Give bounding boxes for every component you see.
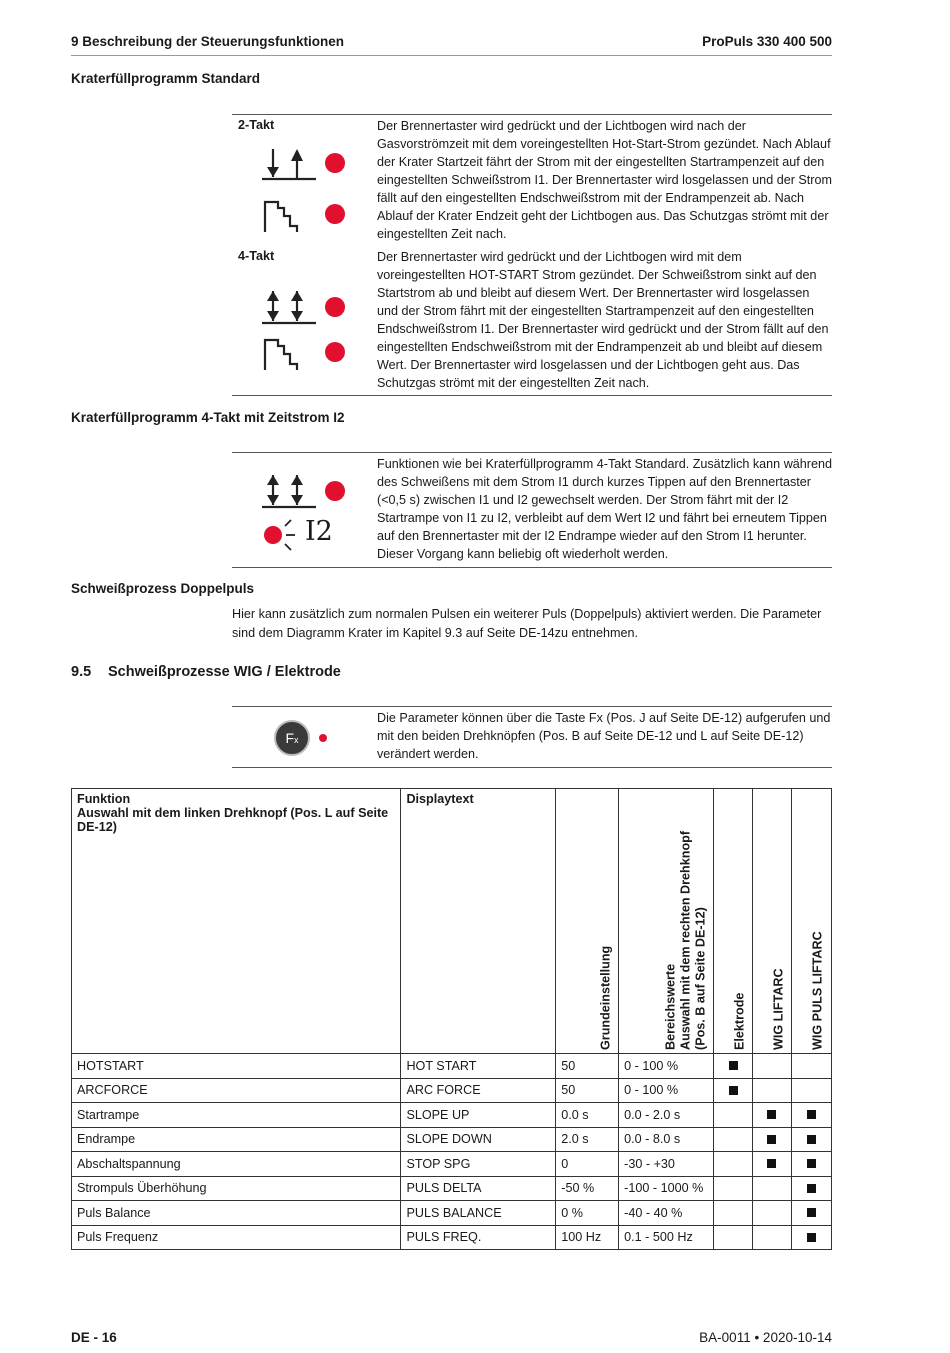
fx-label: F <box>285 730 295 746</box>
header-wig-puls-liftarc-label: WIG PULS LIFTARC <box>811 931 825 1050</box>
header-funktion <box>72 789 401 1054</box>
doc-id-date: BA-0011 • 2020-10-14 <box>699 1330 832 1345</box>
page-number: DE - 16 <box>71 1330 117 1345</box>
cell-funktion: Strompuls Überhöhung <box>72 1176 401 1201</box>
cell-bereichswerte: 0 - 100 % <box>619 1078 714 1103</box>
cell-wig-puls-liftarc <box>791 1103 831 1128</box>
cell-elektrode <box>714 1176 753 1201</box>
section-rule-top <box>232 706 832 707</box>
checkmark-square-icon <box>729 1061 738 1070</box>
cell-displaytext: STOP SPG <box>401 1152 556 1177</box>
table-row <box>72 1201 832 1226</box>
checkmark-square-icon <box>807 1184 816 1193</box>
cell-bereichswerte: -30 - +30 <box>619 1152 714 1177</box>
section-rule-bottom <box>232 567 832 568</box>
page-header-right: ProPuls 330 400 500 <box>702 34 832 49</box>
table-row <box>72 1176 832 1201</box>
cell-funktion: Puls Balance <box>72 1201 401 1226</box>
cell-elektrode <box>714 1225 753 1250</box>
checkmark-square-icon <box>807 1159 816 1168</box>
2takt-curve-icon <box>260 194 350 234</box>
section-number: 9.5 <box>71 664 92 680</box>
cell-wig-liftarc <box>753 1152 792 1177</box>
header-bereich-line1: Bereichswerte <box>663 963 678 1050</box>
cell-wig-puls-liftarc <box>791 1054 831 1079</box>
checkmark-square-icon <box>807 1135 816 1144</box>
cell-elektrode <box>714 1103 753 1128</box>
table-header-row <box>72 789 832 1054</box>
cell-wig-puls-liftarc <box>791 1127 831 1152</box>
cell-displaytext: PULS FREQ. <box>401 1225 556 1250</box>
cell-bereichswerte: 0.0 - 8.0 s <box>619 1127 714 1152</box>
cell-wig-liftarc <box>753 1078 792 1103</box>
parameter-table <box>71 788 832 1250</box>
cell-elektrode <box>714 1201 753 1226</box>
cell-wig-puls-liftarc <box>791 1152 831 1177</box>
table-row <box>72 1225 832 1250</box>
header-grundeinstellung <box>556 789 619 1054</box>
cell-displaytext: ARC FORCE <box>401 1078 556 1103</box>
cell-wig-liftarc <box>753 1054 792 1079</box>
section-rule-top <box>232 452 832 453</box>
checkmark-square-icon <box>807 1233 816 1242</box>
header-funktion-line2: Auswahl mit dem linken Drehknopf (Pos. L auf Seite DE-12) <box>77 806 389 834</box>
doppelpuls-description: Hier kann zusätzlich zum normalen Pulsen ein weiterer Puls (Doppelpuls) aktiviert werden. Die Parameter sind dem Diagramm Krater im Kapitel 9.3 auf Seite DE-14zu entnehmen. <box>232 607 822 640</box>
cell-displaytext: HOT START <box>401 1054 556 1079</box>
cell-elektrode <box>714 1127 753 1152</box>
cell-funktion: Puls Frequenz <box>72 1225 401 1250</box>
checkmark-square-icon <box>767 1110 776 1119</box>
checkmark-square-icon <box>807 1110 816 1119</box>
cell-wig-liftarc <box>753 1201 792 1226</box>
cell-bereichswerte: -100 - 1000 % <box>619 1176 714 1201</box>
cell-displaytext: PULS DELTA <box>401 1176 556 1201</box>
header-elektrode <box>714 789 753 1054</box>
table-row <box>72 1103 832 1128</box>
fx-button-icon <box>274 720 310 756</box>
header-divider <box>71 55 832 56</box>
section-title-doppelpuls: Schweißprozess Doppelpuls <box>71 581 255 596</box>
header-funktion-line1: Funktion <box>77 792 131 806</box>
cell-bereichswerte: 0.1 - 500 Hz <box>619 1225 714 1250</box>
section-heading-wig: Schweißprozesse WIG / Elektrode <box>108 664 341 680</box>
cell-displaytext: SLOPE DOWN <box>401 1127 556 1152</box>
cell-elektrode <box>714 1152 753 1177</box>
cell-wig-puls-liftarc <box>791 1225 831 1250</box>
4takt-trigger-icon <box>260 287 350 327</box>
fx-subscript: x <box>294 735 299 745</box>
cell-funktion: Abschaltspannung <box>72 1152 401 1177</box>
mode-label-4takt: 4-Takt <box>238 249 275 263</box>
cell-bereichswerte: 0 - 100 % <box>619 1054 714 1079</box>
header-displaytext: Displaytext <box>401 789 556 1054</box>
checkmark-square-icon <box>729 1086 738 1095</box>
4takt-description: Der Brennertaster wird gedrückt und der Lichtbogen wird mit dem voreingestellten HOT-START Strom gezündet. Der Schweißstrom sinkt auf den Startstrom ab und bleibt auf diesem Wert. Der Brennertaster wird losgelassen und der Strom fährt mit der eingestellten Startrampenzeit auf den eingestellten Endschweißstrom I1. Der Brennertaster wird gedrückt und der Strom fällt auf den eingestellten Endschweißstrom mit der Endrampenzeit ab und bleibt auf diesem Wert. Der Brennertaster wird losgelassen und der Lichtbogen geht aus. Das Schutzgas strömt mit der eingestellten Zeit nach. <box>377 250 829 390</box>
i2-description: Funktionen wie bei Kraterfüllprogramm 4-Takt Standard. Zusätzlich kann während des Schweißens mit dem Strom I1 durch kurzes Tippen auf den Brennertaster (<0,5 s) zwischen I1 und I2 gewechselt werden. Der Strom fährt mit der I2 Startrampe von I1 zu I2, verbleibt auf dem Wert I2 und fährt bei erneutem Tippen auf den Brennertaster mit der I2 Endrampe wieder auf den Strom I1 herunter. Dieser Vorgang kann beliebig oft wiederholt werden. <box>377 457 832 561</box>
cell-funktion: ARCFORCE <box>72 1078 401 1103</box>
cell-bereichswerte: -40 - 40 % <box>619 1201 714 1226</box>
header-grundeinstellung-label: Grundeinstellung <box>598 945 613 1050</box>
led-dot-icon <box>319 734 327 742</box>
cell-wig-puls-liftarc <box>791 1201 831 1226</box>
fx-description: Die Parameter können über die Taste Fx (Pos. J auf Seite DE-12) aufgerufen und mit den beiden Drehknöpfen (Pos. B auf Seite DE-12 und L auf Seite DE-12) verändert werden. <box>377 711 831 761</box>
checkmark-square-icon <box>767 1159 776 1168</box>
4takt-curve-icon <box>260 332 350 372</box>
page-header-left: 9 Beschreibung der Steuerungsfunktionen <box>71 34 345 49</box>
2takt-trigger-icon <box>260 143 350 183</box>
cell-grundeinstellung: 50 <box>556 1054 619 1079</box>
cell-funktion: HOTSTART <box>72 1054 401 1079</box>
header-wig-liftarc-label: WIG LIFTARC <box>770 968 785 1050</box>
cell-displaytext: PULS BALANCE <box>401 1201 556 1226</box>
table-row <box>72 1127 832 1152</box>
header-bereichswerte <box>619 789 714 1054</box>
section-rule-bottom <box>232 395 832 396</box>
cell-funktion: Endrampe <box>72 1127 401 1152</box>
header-wig-puls-liftarc <box>791 789 831 1054</box>
4takt-trigger-icon <box>260 471 350 511</box>
header-bereich-line3: (Pos. B auf Seite DE-12) <box>693 907 708 1050</box>
header-bereich-line2: Auswahl mit dem rechten Drehknopf <box>678 830 693 1050</box>
cell-wig-liftarc <box>753 1225 792 1250</box>
header-wig-liftarc <box>753 789 792 1054</box>
table-row <box>72 1054 832 1079</box>
cell-wig-puls-liftarc <box>791 1078 831 1103</box>
cell-wig-liftarc <box>753 1103 792 1128</box>
cell-wig-liftarc <box>753 1127 792 1152</box>
cell-grundeinstellung: 2.0 s <box>556 1127 619 1152</box>
cell-elektrode <box>714 1054 753 1079</box>
section-title-krater-i2: Kraterfüllprogramm 4-Takt mit Zeitstrom I2 <box>71 410 345 425</box>
mode-label-2takt: 2-Takt <box>238 118 275 132</box>
cell-grundeinstellung: 0 <box>556 1152 619 1177</box>
cell-elektrode <box>714 1078 753 1103</box>
cell-wig-puls-liftarc <box>791 1176 831 1201</box>
cell-grundeinstellung: 50 <box>556 1078 619 1103</box>
cell-grundeinstellung: -50 % <box>556 1176 619 1201</box>
cell-bereichswerte: 0.0 - 2.0 s <box>619 1103 714 1128</box>
cell-grundeinstellung: 100 Hz <box>556 1225 619 1250</box>
checkmark-square-icon <box>767 1135 776 1144</box>
section-rule-top <box>232 114 832 115</box>
cell-funktion: Startrampe <box>72 1103 401 1128</box>
table-row <box>72 1078 832 1103</box>
section-title-krater-standard: Kraterfüllprogramm Standard <box>71 71 261 86</box>
header-elektrode-label: Elektrode <box>732 992 747 1050</box>
checkmark-square-icon <box>807 1208 816 1217</box>
i2-symbol: I2 <box>305 516 333 547</box>
2takt-description: Der Brennertaster wird gedrückt und der Lichtbogen wird nach der Gasvorströmzeit mit dem voreingestellten Hot-Start-Strom gezündet. Nach Ablauf der Krater Startzeit fährt der Strom mit der eingestellten Startrampenzeit auf den eingestellten Schweißstrom I1. Der Brennertaster wird losgelassen und der Strom fällt auf den eingestellten Endschweißstrom mit der Endrampenzeit ab. Nach Ablauf der Krater Endzeit geht der Lichtbogen aus. Das Schutzgas strömt mit der eingestellten Zeit nach. <box>377 119 832 241</box>
cell-grundeinstellung: 0.0 s <box>556 1103 619 1128</box>
cell-wig-liftarc <box>753 1176 792 1201</box>
table-row <box>72 1152 832 1177</box>
cell-grundeinstellung: 0 % <box>556 1201 619 1226</box>
blinking-led-icon <box>260 517 300 553</box>
cell-displaytext: SLOPE UP <box>401 1103 556 1128</box>
section-rule-bottom <box>232 767 832 768</box>
